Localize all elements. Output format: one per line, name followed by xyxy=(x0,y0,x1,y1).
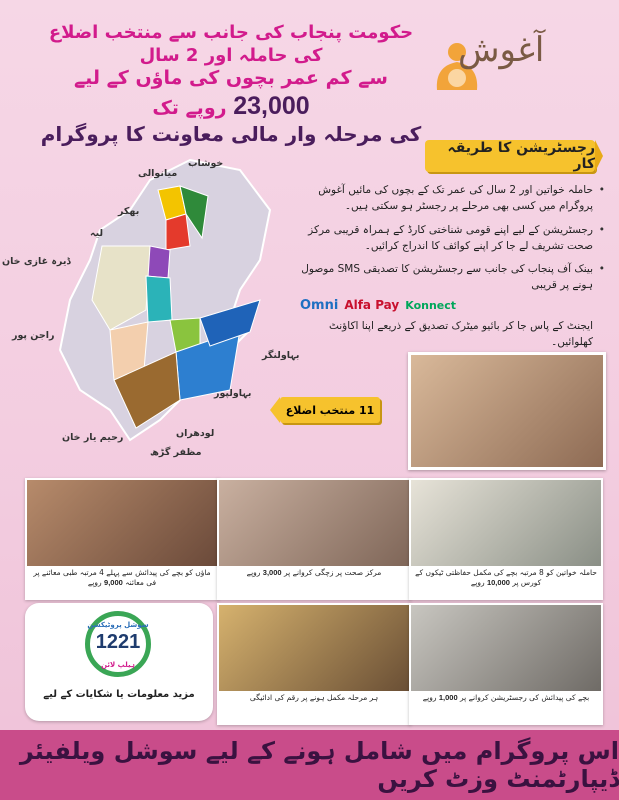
card-checkup xyxy=(25,478,219,600)
card-birth-registration-caption: بچے کی پیدائش کی رجسٹریشن کروانے پر 1,000 روپے xyxy=(422,693,590,702)
map-muzaffargarh xyxy=(146,276,172,322)
map-label-layyah: لیہ xyxy=(90,228,104,239)
map-label-khushab: خوشاب xyxy=(188,158,224,169)
headline-line2 xyxy=(36,67,426,122)
map-label-bahawalnagar: بہاولنگر xyxy=(262,350,300,361)
card-delivery-caption: مرکز صحت پر زچگی کروانے پر 3,000 روپے xyxy=(246,568,382,577)
map-label-bhakkar: بھکر xyxy=(118,206,140,217)
helpline-card xyxy=(25,603,213,721)
map-label-dgkhan: ڈیرہ غازی خان xyxy=(2,256,71,267)
helpline-ring-bottom: ہیلپ لائن xyxy=(101,661,135,669)
photo-payment xyxy=(219,605,409,691)
footer-text: اس پروگرام میں شامل ہونے کے لیے سوشل ویلفیئر ڈیپارٹمنٹ وزٹ کریں xyxy=(19,737,619,793)
map-label-bahawalpur: بہاولپور xyxy=(214,388,252,399)
map-label-rajanpur: راجن پور xyxy=(12,330,55,341)
step-1: • حاملہ خواتین اور 2 سال کی عمر تک کے بچوں کی مائیں آغوش پروگرام میں کسی بھی مرحلے پر رجسٹر ہو سکتی ہیں۔ xyxy=(300,182,605,215)
step-2: • رجسٹریشن کے لیے اپنے قومی شناختی کارڈ کے ہمراہ قریبی مرکز صحت تشریف لے جا کر اپنے کوائف کا اندراج کرائیں۔ xyxy=(300,222,605,255)
helpline-text: مزید معلومات یا شکایات کے لیے xyxy=(43,689,195,700)
card-birth-registration xyxy=(409,603,603,725)
card-payment xyxy=(217,603,411,725)
registration-steps xyxy=(300,182,605,357)
step-3 xyxy=(300,261,605,350)
photo-vaccination xyxy=(411,480,601,566)
headline-line2-pre: سے کم عمر بچوں کی ماؤں کے لیے xyxy=(74,67,388,89)
card-vaccination xyxy=(409,478,603,600)
headline-line2-post: روپے تک xyxy=(152,96,227,119)
helpline-number: 1221 xyxy=(95,631,141,653)
card-checkup-caption: ماؤں کو بچے کی پیدائش سے پہلے 4 مرتبہ طبی معائنے پر فی معائنہ 9,000 روپے xyxy=(33,568,211,587)
map-label-mianwali: میانوالی xyxy=(138,168,178,179)
step-3-text: بینک آف پنجاب کی جانب سے رجسٹریشن کا تصدیقی SMS موصول ہونے پر قریبی xyxy=(301,263,593,292)
card-vaccination-caption: حاملہ خواتین کو 8 مرتبہ بچے کی مکمل حفاظتی ٹیکوں کے کورس پر 10,000 روپے xyxy=(415,568,597,587)
photo-birth-registration xyxy=(411,605,601,691)
konnect-logo: Konnect xyxy=(405,299,457,313)
photo-delivery xyxy=(219,480,409,566)
alfapay-logo: Alfa Pay xyxy=(344,298,400,313)
map-label-lodhran: لودھراں xyxy=(176,428,215,439)
registration-method-banner: رجسٹریشن کا طریقہ کار xyxy=(425,140,595,172)
headline-line1: حکومت پنجاب کی جانب سے منتخب اضلاع کی حاملہ اور 2 سال xyxy=(48,22,414,66)
headline-line3: کی مرحلہ وار مالی معاونت کا پروگرام xyxy=(40,122,422,146)
headline xyxy=(36,22,426,147)
footer-banner xyxy=(0,730,619,800)
wallet-logos xyxy=(300,296,593,316)
helpline-ring-top: سوشل پروٹیکشن xyxy=(87,621,149,629)
logo-text: آغوش xyxy=(458,30,545,70)
headline-amount: 23,000 xyxy=(233,91,310,120)
card-payment-caption: ہر مرحلہ مکمل ہونے پر رقم کی ادائیگی xyxy=(249,693,379,702)
districts-badge: 11 منتخب اضلاع xyxy=(280,397,380,423)
card-delivery xyxy=(217,478,411,600)
map-label-muzaffargarh: مظفر گڑھ xyxy=(150,447,202,458)
map-label-rahimyarkhan: رحیم یار خان xyxy=(62,432,124,443)
photo-checkup xyxy=(27,480,217,566)
step-3-tail: ایجنٹ کے پاس جا کر بائیو میٹرک تصدیق کے ذریعے اپنا اکاؤنٹ کھلوائیں۔ xyxy=(328,319,593,348)
map-bhakkar xyxy=(166,214,190,250)
omni-logo: Omni xyxy=(300,297,339,313)
photo-registration-desk xyxy=(408,352,606,470)
